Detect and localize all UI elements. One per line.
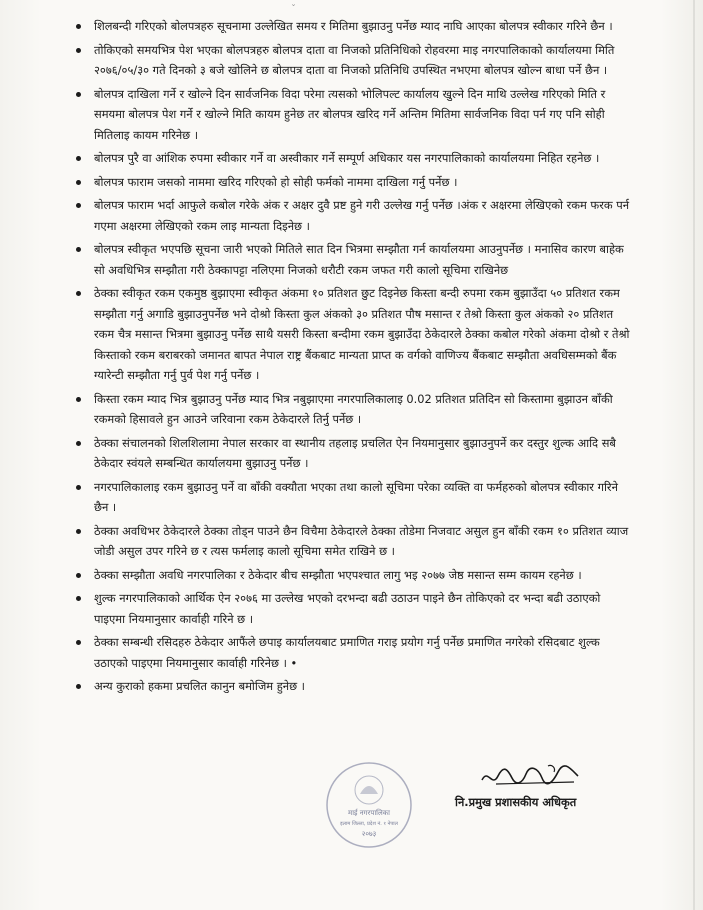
clause-text: बोलपत्र दाखिला गर्ने र खोल्ने दिन सार्वजनिक विदा परेमा त्यसको भोलिपल्ट कार्यालय खुल्ने दिन माथि उल्लेख गरिएको मिति र समयमा बोलपत्र पेश गर्ने र खोल्ने मिति कायम हुनेछ तर बोलपत्र खरिद गर्ने अन्तिम मितिमा सार्वजनिक विदा पर्न गए पनि सोही मितिलाइ कायम गरिनेछ ।	[94, 86, 606, 142]
clause-item	[62, 521, 630, 562]
bullet-icon	[76, 203, 81, 208]
clause-item	[62, 84, 630, 146]
clause-item	[62, 433, 630, 474]
bullet-icon	[76, 684, 81, 689]
bullet-icon	[76, 485, 81, 490]
clause-text: बोलपत्र फाराम भर्दा आफुले कबोल गरेके अंक र अक्षर दुवै प्रष्ट हुने गरी उल्लेख गर्नु पर्नेछ ।अंक र अक्षरमा लेखिएको रकम फरक पर्न गएमा अक्षरमा लेखिएको रकम लाइ मान्यता दिइनेछ ।	[94, 198, 630, 233]
clause-item	[62, 283, 630, 386]
clause-text: ठेक्का संचालनको शिलशिलामा नेपाल सरकार वा स्थानीय तहलाइ प्रचलित ऐन नियमानुसार बुझाउनुपर्ने कर दस्तुर शुल्क आदि सबै ठेकेदार स्वंयले सम्बन्धित कार्यालयमा बुझाउनु पर्नेछ ।	[94, 435, 616, 470]
clause-item	[62, 16, 630, 37]
scan-edge-shadow	[693, 0, 695, 910]
bullet-icon	[76, 529, 81, 534]
seal-line2: इलाम जिल्ला, प्रदेश नं. १ नेपाल	[340, 821, 398, 827]
clause-text: नगरपालिकालाइ रकम बुझाउनु पर्ने वा बाँकी वक्यौता भएका तथा कालो सूचिमा परेका व्यक्ति वा फर्महरुको बोलपत्र स्वीकार गरिने छैन ।	[94, 479, 618, 514]
bullet-icon	[76, 640, 81, 645]
clause-text: शुल्क नगरपालिकाको आर्थिक ऐन २०७६ मा उल्लेख भएको दरभन्दा बढी उठाउन पाइने छैन तोकिएको दर भन्दा बढी उठाएको पाइएमा नियमानुसार कार्वाही गरिने छ ।	[94, 591, 601, 626]
clause-text: ठेक्का सम्बन्धी रसिदहरु ठेकेदार आफैंले छपाइ कार्यालयबाट प्रमाणित गराइ प्रयोग गर्नु पर्नेछ प्रमाणित नगरेको रसिदबाट शुल्क उठाएको पाइएमा नियमानुसार कार्वाही गरिनेछ । •	[94, 635, 600, 670]
bullet-icon	[76, 596, 81, 601]
clause-item	[62, 676, 630, 697]
seal-line1: माई नगरपालिका	[348, 809, 390, 817]
clause-list	[62, 16, 630, 700]
bullet-icon	[76, 291, 81, 296]
bullet-icon	[76, 573, 81, 578]
clause-item	[62, 172, 630, 193]
clause-item	[62, 477, 630, 518]
clause-text: बोलपत्र फाराम जसको नाममा खरिद गरिएको हो सोही फर्मको नाममा दाखिला गर्नु पर्नेछ ।	[94, 174, 458, 189]
clause-item	[62, 588, 630, 629]
bullet-icon	[76, 441, 81, 446]
clause-item	[62, 389, 630, 430]
bullet-icon	[76, 397, 81, 402]
bullet-icon	[76, 180, 81, 185]
clause-text: अन्य कुराको हकमा प्रचलित कानुन बमोजिम हुनेछ ।	[94, 679, 306, 693]
seal-line3: २०७३	[361, 830, 377, 838]
handwritten-signature	[478, 762, 588, 792]
bullet-icon	[76, 92, 81, 97]
clause-text: ठेक्का अवधिभर ठेकेदारले ठेक्का तोड्न पाउने छैन विचैमा ठेकेदारले ठेक्का तोडेमा निजवाट असुल हुन बाँकी रकम १० प्रतिशत व्याज जोडी असुल उपर गरिने छ र त्यस फर्मलाइ कालो सूचिमा समेत राखिने छ ।	[94, 523, 629, 558]
pen-mark: ˇ	[291, 4, 296, 15]
clause-text: ठेक्का सम्झौता अवधि नगरपालिका र ठेकेदार बीच सम्झौता भएपश्चात लागु भइ २०७७ जेष्ठ मसान्त सम्म कायम रहनेछ ।	[94, 567, 582, 582]
clause-text: तोकिएको समयभित्र पेश भएका बोलपत्रहरु बोलपत्र दाता वा निजको प्रतिनिधिको रोहवरमा माइ नगरपालिकाको कार्यालयमा मिति २०७६/०५/३० गते दिनको ३ बजे खोलिने छ बोलपत्र दाता वा निजको प्रतिनिधि उपस्थित नभएमा बोलपत्र खोल्न बाधा पर्ने छैन ।	[94, 42, 615, 77]
bullet-icon	[76, 48, 81, 53]
clause-text: किस्ता रकम म्याद भित्र बुझाउनु पर्नेछ म्याद भित्र नबुझाएमा नगरपालिकालाइ 0.02 प्रतिशत प्रतिदिन सो किस्तामा बुझाउन बाँकी रकमको हिसावले हुन आउने जरिवाना रकम ठेकेदारले तिर्नु पर्नेछ ।	[94, 391, 613, 426]
clause-text: ठेक्का स्वीकृत रकम एकमुष्ठ बुझाएमा स्वीकृत अंकमा १० प्रतिशत छुट दिइनेछ किस्ता बन्दी रुपमा रकम बुझाउँदा ५० प्रतिशत रकम सम्झौता गर्नु अगाडि बुझाउनुपर्नेछ भने दोश्रो किस्ता कुल अंकको ३० प्रतिशत पौष मसान्त र तेश्रो किस्ता कुल अंकको २० प्रतिशत रकम चैत्र मसान्त भित्रमा बुझाउनु पर्नेछ साथै यसरी किस्ता बन्दीमा रकम बुझाउँदा ठेकेदारले ठेक्का कबोल गरेको अंकमा दोश्रो र तेश्रो किस्ताको रकम बराबरको जमानत बापत नेपाल राष्ट्र बैंकबाट मान्यता प्राप्त क वर्गको वाणिज्य बैंकबाट सम्झौता अवधिसम्मको बैंक ग्यारेन्टी सम्झौता गर्नु पुर्व पेश गर्नु पर्नेछ ।	[94, 286, 630, 382]
clause-text: शिलबन्दी गरिएको बोलपत्रहरु सूचनामा उल्लेखित समय र मितिमा बुझाउनु पर्नेछ म्याद नाघि आएका बोलपत्र स्वीकार गरिने छैन ।	[94, 19, 613, 33]
clause-item	[62, 632, 630, 673]
clause-text: बोलपत्र पुरै वा आंशिक रुपमा स्वीकार गर्ने वा अस्वीकार गर्ने सम्पूर्ण अधिकार यस नगरपालिकाको कार्यालयमा निहित रहनेछ ।	[94, 151, 600, 165]
bullet-icon	[76, 156, 81, 161]
bullet-icon	[76, 247, 81, 252]
bullet-icon	[76, 24, 81, 29]
clause-text: बोलपत्र स्वीकृत भएपछि सूचना जारी भएको मितिले सात दिन भित्रमा सम्झौता गर्न कार्यालयमा आउनुपर्नेछ । मनासिव कारण बाहेक सो अवधिभित्र सम्झौता गरी ठेक्कापट्टा नलिएमा निजको धरौटी रकम जफत गरी कालो सूचिमा राखिनेछ	[94, 242, 624, 277]
clause-item	[62, 195, 630, 236]
clause-item	[62, 40, 630, 81]
office-seal-stamp	[324, 760, 414, 850]
clause-item	[62, 239, 630, 280]
signatory-title: नि.प्रमुख प्रशासकीय अधिकृत	[455, 795, 577, 809]
clause-item	[62, 565, 630, 586]
clause-item	[62, 148, 630, 169]
